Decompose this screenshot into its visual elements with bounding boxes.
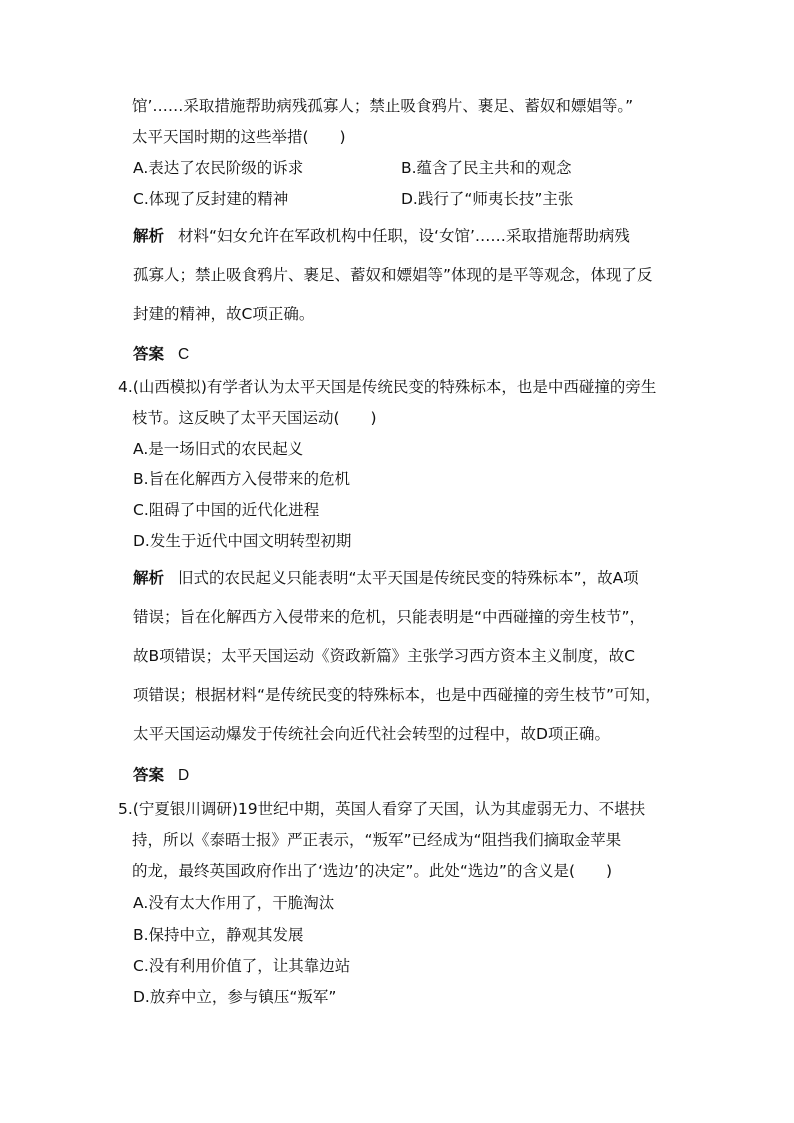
q3-analysis-line-3: 封建的精神，故C项正确。 bbox=[133, 305, 315, 323]
q4-option-a: A.是一场旧式的农民起义 bbox=[133, 440, 304, 458]
q3-answer-value: C bbox=[178, 346, 190, 363]
q3-analysis-line-1 bbox=[133, 226, 630, 246]
q3-option-d: D.践行了“师夷长技”主张 bbox=[401, 190, 574, 208]
q3-analysis-label: 解析 bbox=[133, 227, 165, 245]
q4-analysis-text-1: 旧式的农民起义只能表明“太平天国是传统民变的特殊标本”，故A项 bbox=[178, 569, 639, 587]
q5-stem-line-3: 的龙，最终英国政府作出了‘选边’的决定”。此处“选边”的含义是( ) bbox=[132, 862, 613, 880]
q5-option-a: A.没有太大作用了，干脆淘汰 bbox=[133, 894, 335, 912]
q5-option-b: B.保持中立，静观其发展 bbox=[133, 926, 304, 944]
q4-analysis-line-5: 太平天国运动爆发于传统社会向近代社会转型的过程中，故D项正确。 bbox=[133, 725, 610, 743]
q4-stem-line-1: 4.(山西模拟)有学者认为太平天国是传统民变的特殊标本，也是中西碰撞的旁生 bbox=[118, 378, 657, 396]
q5-option-d: D.放弃中立，参与镇压“叛军” bbox=[133, 988, 337, 1006]
q4-option-c: C.阻碍了中国的近代化进程 bbox=[133, 501, 320, 519]
q3-answer-line bbox=[133, 344, 189, 365]
q3-stem-line-1: 馆’……采取措施帮助病残孤寡人；禁止吸食鸦片、裹足、蓄奴和嫖娼等。” bbox=[132, 97, 634, 115]
q4-stem-line-2: 枝节。这反映了太平天国运动( ) bbox=[132, 409, 377, 427]
q4-answer-label: 答案 bbox=[133, 766, 165, 784]
q3-stem-line-2: 太平天国时期的这些举措( ) bbox=[132, 128, 346, 146]
q3-option-b: B.蕴含了民主共和的观念 bbox=[401, 159, 572, 177]
q5-stem-line-2: 持，所以《泰晤士报》严正表示，“叛军”已经成为“阻挡我们摘取金苹果 bbox=[132, 831, 622, 849]
q4-analysis-line-2: 错误；旨在化解西方入侵带来的危机，只能表明是“中西碰撞的旁生枝节”， bbox=[133, 608, 646, 626]
q5-stem-line-1: 5.(宁夏银川调研)19世纪中期，英国人看穿了天国，认为其虚弱无力、不堪扶 bbox=[118, 800, 646, 818]
q4-analysis-line-1 bbox=[133, 568, 639, 588]
q4-analysis-line-4: 项错误；根据材料“是传统民变的特殊标本，也是中西碰撞的旁生枝节”可知， bbox=[133, 686, 661, 704]
q3-option-c: C.体现了反封建的精神 bbox=[133, 190, 289, 208]
q3-option-a: A.表达了农民阶级的诉求 bbox=[133, 159, 304, 177]
q4-answer-value: D bbox=[178, 767, 190, 784]
q3-analysis-text-1: 材料“妇女允许在军政机构中任职，设‘女馆’……采取措施帮助病残 bbox=[178, 227, 630, 245]
q4-analysis-label: 解析 bbox=[133, 569, 165, 587]
q4-answer-line bbox=[133, 765, 189, 786]
q3-answer-label: 答案 bbox=[133, 345, 165, 363]
q4-analysis-line-3: 故B项错误；太平天国运动《资政新篇》主张学习西方资本主义制度，故C bbox=[133, 647, 635, 665]
q3-analysis-line-2: 孤寡人；禁止吸食鸦片、裹足、蓄奴和嫖娼等”体现的是平等观念，体现了反 bbox=[133, 266, 653, 284]
q4-option-d: D.发生于近代中国文明转型初期 bbox=[133, 532, 352, 550]
q5-option-c: C.没有利用价值了，让其靠边站 bbox=[133, 957, 351, 975]
q4-option-b: B.旨在化解西方入侵带来的危机 bbox=[133, 470, 351, 488]
